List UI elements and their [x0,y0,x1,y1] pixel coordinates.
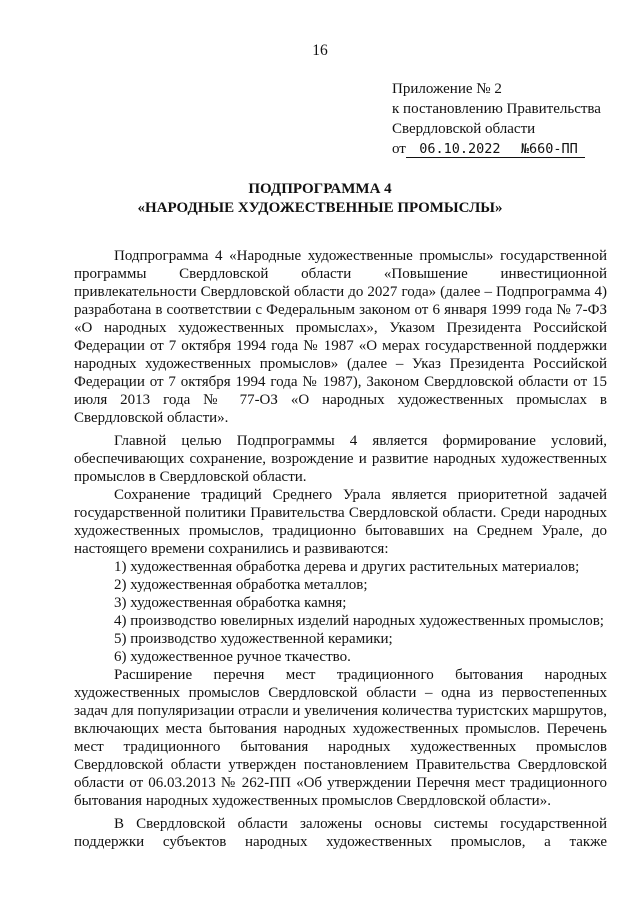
page-number: 16 [312,42,328,59]
from-label: от [392,141,406,157]
list-item: 6) художественное ручное ткачество. [114,649,351,665]
list-item: 3) художественная обработка камня; [114,595,347,611]
appendix-line-3: Свердловской области [392,121,536,137]
resolution-date: 06.10.2022 [406,141,514,158]
title-line-1: ПОДПРОГРАММА 4 [248,181,392,197]
list-item: 5) производство художественной керамики; [114,631,393,647]
appendix-line-1: Приложение № 2 [392,81,502,97]
list-item: 2) художественная обработка металлов; [114,577,368,593]
document-body [74,247,607,851]
paragraph-support: В Свердловской области заложены основы системы государственной поддержки субъектов народных художественных промыслов, а также [74,816,607,850]
document-title [0,180,640,218]
paragraph-main-goal: Главной целью Подпрограммы 4 является формирование условий, обеспечивающих сохранение, возрождение и развитие народных художественных промыслов в Свердловской области. [74,433,607,485]
appendix-block [392,79,601,159]
paragraph-legal-basis: Подпрограмма 4 «Народные художественные промыслы» государственной программы Свердловской области «Повышение инвестиционной привлекательности Свердловской области до 2027 года» (далее – Подпрограмма 4) разработана в соответствии с Федеральным законом от 6 января 1999 года № 7-ФЗ «О народных художественных промыслах», Указом Президента Российской Федерации от 7 октября 1994 года № 1987 «О мерах государственной поддержки народных художественных промыслов» (далее – Указ Президента Российской Федерации от 7 октября 1994 года № 1987), Законом Свердловской области от 15 июля 2013 года № 77-ОЗ «О народных художественных промыслах в Свердловской области». [74,248,607,426]
appendix-line-2: к постановлению Правительства [392,101,601,117]
appendix-date-line [392,139,601,159]
paragraph-places: Расширение перечня мест традиционного бытования народных художественных промыслов Свердловской области – одна из первостепенных задач для популяризации отрасли и увеличения количества туристских маршрутов, включающих места бытования народных художественных промыслов. Перечень мест традиционного бытования народных художественных промыслов Свердловской области утвержден постановлением Правительства Свердловской области от 06.03.2013 № 262-ПП «Об утверждении Перечня мест традиционного бытования народных художественных промыслов Свердловской области». [74,667,607,809]
list-item: 4) производство ювелирных изделий народных художественных промыслов; [114,613,604,629]
resolution-number: №660-ПП [514,141,585,158]
title-line-2: «НАРОДНЫЕ ХУДОЖЕСТВЕННЫЕ ПРОМЫСЛЫ» [137,200,503,216]
paragraph-traditions: Сохранение традиций Среднего Урала является приоритетной задачей государственной политики Правительства Свердловской области. Среди народных художественных промыслов, традиционно бытовавших на Среднем Урале, до настоящего времени сохранились и развиваются: [74,487,607,557]
list-item: 1) художественная обработка дерева и других растительных материалов; [114,559,580,575]
